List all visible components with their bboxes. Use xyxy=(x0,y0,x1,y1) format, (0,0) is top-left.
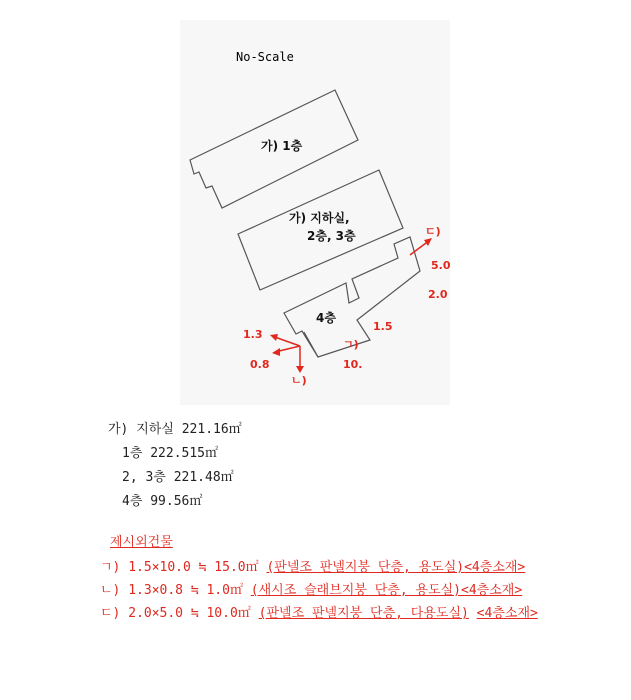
arrow-1-3-head xyxy=(270,334,278,341)
item-desc: (판넬조 판넬지붕 단층, 다용도실) xyxy=(258,606,469,621)
dim-5-0: 5.0 xyxy=(431,259,451,272)
item-marker: ㄴ) xyxy=(100,583,121,598)
area-row-2f-3f xyxy=(108,466,242,490)
area-value: 99.56㎡ xyxy=(150,494,203,509)
dim-0-8: 0.8 xyxy=(250,358,270,371)
nieun-arrow-head xyxy=(296,366,304,373)
item-marker: ㄷ) xyxy=(100,606,121,621)
dim-1-5: 1.5 xyxy=(373,320,393,333)
building-4f-label: 4층 xyxy=(316,311,336,325)
area-row-4f xyxy=(108,490,242,514)
extra-buildings-title: 제시외건물 xyxy=(110,535,173,550)
arrow-0-8-head xyxy=(272,348,280,356)
extra-item-nieun xyxy=(100,579,538,602)
item-calc: 1.3×0.8 ≒ 1.0㎡ xyxy=(128,583,243,598)
dim-10: 10. xyxy=(343,358,363,371)
extra-buildings xyxy=(100,530,538,625)
area-summary xyxy=(108,418,242,514)
dim-1-3: 1.3 xyxy=(243,328,263,341)
item-note: <4층소재> xyxy=(461,583,523,598)
area-value: 222.515㎡ xyxy=(150,446,219,461)
item-note: <4층소재> xyxy=(464,560,526,575)
item-desc: (판넬조 판넬지붕 단층, 용도실) xyxy=(266,560,465,575)
building-2-label-line1: 가) 지하실, xyxy=(289,211,350,225)
annex-giyeok-edge xyxy=(304,332,318,357)
area-value: 221.48㎡ xyxy=(173,470,234,485)
extra-item-giyeok xyxy=(100,556,538,579)
area-label: 4층 xyxy=(122,494,143,509)
extra-item-digeut xyxy=(100,602,538,625)
building-1-label: 가) 1층 xyxy=(261,139,303,153)
area-row-basement xyxy=(108,418,242,442)
marker-giyeok: ㄱ) xyxy=(343,338,359,351)
item-note: <4층소재> xyxy=(476,606,538,621)
item-desc: (새시조 슬래브지붕 단층, 용도실) xyxy=(250,583,462,598)
digeut-arrow-head xyxy=(424,238,432,246)
dim-2-0: 2.0 xyxy=(428,288,448,301)
building-2-label-line2: 2층, 3층 xyxy=(307,229,356,243)
marker-digeut: ㄷ) xyxy=(425,225,441,238)
scale-note: No-Scale xyxy=(236,50,294,64)
item-calc: 1.5×10.0 ≒ 15.0㎡ xyxy=(128,560,259,575)
area-value: 221.16㎡ xyxy=(181,422,242,437)
area-label: 1층 xyxy=(122,446,143,461)
area-row-1f xyxy=(108,442,242,466)
marker-nieun: ㄴ) xyxy=(291,374,307,387)
item-calc: 2.0×5.0 ≒ 10.0㎡ xyxy=(128,606,251,621)
item-marker: ㄱ) xyxy=(100,560,121,575)
area-label: 가) 지하실 xyxy=(108,422,174,437)
area-label: 2, 3층 xyxy=(122,470,166,485)
